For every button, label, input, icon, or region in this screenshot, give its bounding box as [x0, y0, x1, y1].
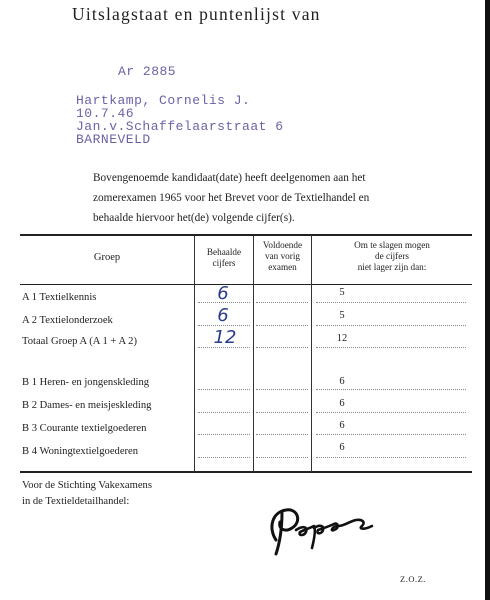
- dotline: [316, 434, 466, 435]
- table-top-rule: [20, 234, 472, 236]
- dotline: [256, 302, 308, 303]
- dotline: [198, 457, 250, 458]
- dotline: [316, 412, 466, 413]
- handwritten-signature: [262, 500, 392, 560]
- header-groep: Groep: [93, 252, 121, 263]
- row-b4-label: B 4 Woningtextielgoederen: [22, 446, 139, 457]
- row-total-a-behaald: 12: [213, 327, 237, 348]
- dotline: [198, 302, 250, 303]
- candidate-city: BARNEVELD: [76, 132, 151, 147]
- row-a2-minimum: 5: [339, 310, 345, 321]
- row-b3-label: B 3 Courante textielgoederen: [22, 423, 147, 434]
- dotline: [256, 412, 308, 413]
- candidate-name: Hartkamp, Cornelis J.: [76, 93, 251, 108]
- column-divider-1: [194, 235, 195, 472]
- dotline: [198, 412, 250, 413]
- row-b4-minimum: 6: [339, 442, 345, 453]
- intro-line-2: zomerexamen 1965 voor het Brevet voor de Textielhandel en: [93, 192, 370, 204]
- zoz-note: Z.O.Z.: [400, 574, 426, 584]
- header-behaalde: Behaalde cijfers: [206, 247, 242, 268]
- dotline: [316, 347, 466, 348]
- row-a1-minimum: 5: [339, 287, 345, 298]
- row-b3-minimum: 6: [339, 420, 345, 431]
- row-total-a-minimum: 12: [336, 333, 348, 344]
- dotline: [256, 347, 308, 348]
- scan-edge: [485, 0, 490, 600]
- dotline: [256, 434, 308, 435]
- dotline: [316, 325, 466, 326]
- page-title: Uitslagstaat en puntenlijst van: [72, 4, 321, 24]
- row-b2-minimum: 6: [339, 398, 345, 409]
- row-a2-label: A 2 Textielonderzoek: [22, 315, 113, 326]
- dotline: [198, 347, 250, 348]
- dotline: [198, 389, 250, 390]
- row-a1-behaald: 6: [217, 283, 229, 304]
- row-b1-label: B 1 Heren- en jongenskleding: [22, 377, 150, 388]
- candidate-street: Jan.v.Schaffelaarstraat 6: [76, 119, 284, 134]
- dotline: [198, 434, 250, 435]
- dotline: [316, 302, 466, 303]
- dotline: [256, 389, 308, 390]
- row-b2-label: B 2 Dames- en meisjeskleding: [22, 400, 152, 411]
- row-total-a-label: Totaal Groep A (A 1 + A 2): [22, 336, 137, 347]
- candidate-ref: Ar 2885: [118, 64, 177, 79]
- row-a2-behaald: 6: [217, 305, 229, 326]
- row-b1-minimum: 6: [339, 376, 345, 387]
- footer-line-2: in de Textieldetailhandel:: [22, 496, 130, 507]
- dotline: [316, 389, 466, 390]
- dotline: [256, 457, 308, 458]
- footer-line-1: Voor de Stichting Vakexamens: [22, 480, 152, 491]
- dotline: [198, 325, 250, 326]
- intro-line-3: behaalde hiervoor het(de) volgende cijfer(s).: [93, 212, 295, 224]
- row-a1-label: A 1 Textielkennis: [22, 292, 97, 303]
- header-slagen: Om te slagen mogen de cijfers niet lager zijn dan:: [354, 240, 430, 272]
- dotline: [316, 457, 466, 458]
- intro-line-1: Bovengenoemde kandidaat(date) heeft deelgenomen aan het: [93, 172, 366, 184]
- header-voldoende: Voldoende van vorig examen: [262, 240, 303, 272]
- table-bottom-rule: [20, 471, 472, 473]
- dotline: [256, 325, 308, 326]
- candidate-birth-date: 10.7.46: [76, 106, 135, 121]
